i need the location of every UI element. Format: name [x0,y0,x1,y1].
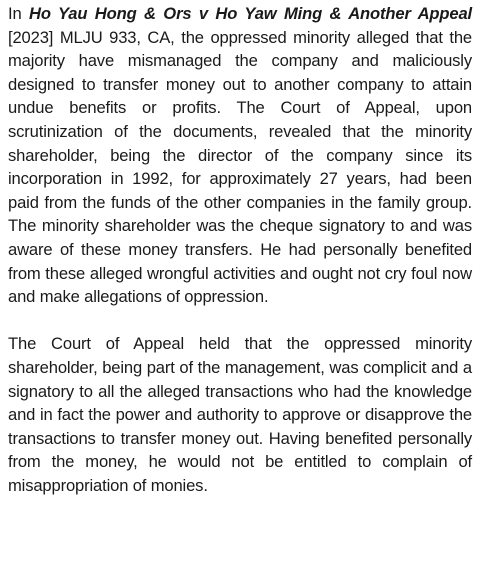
paragraph-body: The Court of Appeal held that the oppressed minority shareholder, being part of the management, was complicit and a signatory to all the alleged transactions who had the knowledge and in fact the power and authority to approve or disapprove the transactions to transfer money out. Having benefited personally from the money, he would not be entitled to complain of misappropriation of monies. [8,334,472,495]
paragraph-body: [2023] MLJU 933, CA, the oppressed minority alleged that the majority have mismanaged the company and maliciously designed to transfer money out to another company to attain undue benefits or profits. The Court of Appeal, upon scrutinization of the documents, revealed that the minority shareholder, being the director of the company since its incorporation in 1992, for approximately 27 years, had been paid from the funds of the other companies in the family group. The minority shareholder was the cheque signatory to and was aware of these money transfers. He had personally benefited from these alleged wrongful activities and ought not cry foul now and make allegations of oppression. [8,27,472,307]
case-name: Ho Yau Hong & Ors v Ho Yaw Ming & Another Appeal [29,4,473,23]
paragraph-intro: In [8,4,29,23]
document-page [8,2,472,497]
paragraph-case-facts [8,2,472,309]
paragraph-court-holding [8,332,472,497]
